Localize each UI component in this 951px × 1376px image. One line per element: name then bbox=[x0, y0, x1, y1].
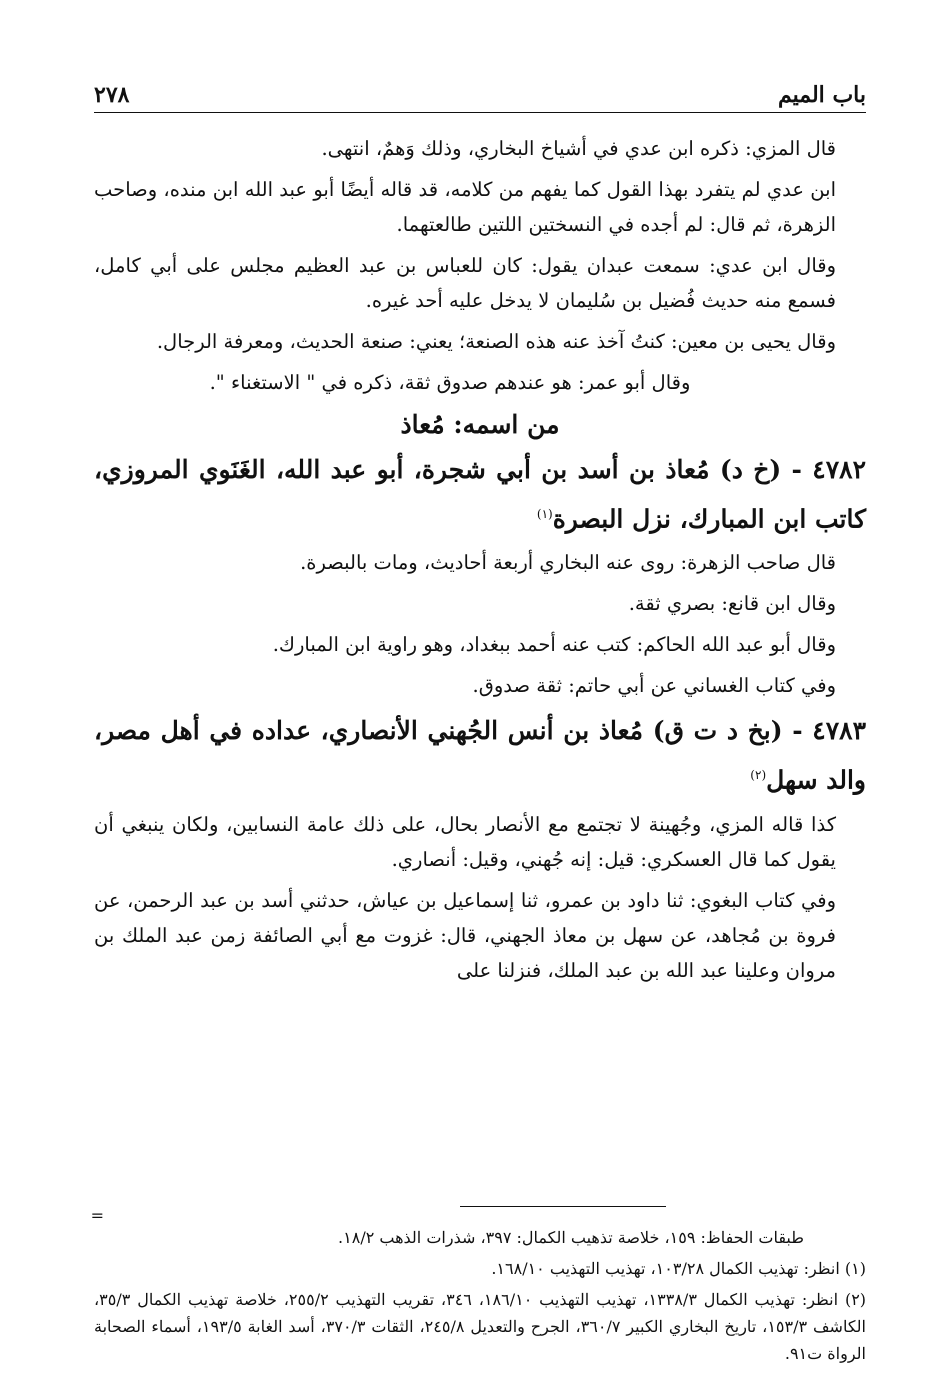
paragraph: قال صاحب الزهرة: روى عنه البخاري أربعة أحاديث، ومات بالبصرة. bbox=[300, 551, 836, 575]
name-section-heading: من اسمه: مُعاذ bbox=[400, 410, 560, 439]
footnote-separator bbox=[460, 1206, 666, 1207]
footnote-ref: (٢) bbox=[750, 768, 767, 783]
footnotes bbox=[94, 1224, 866, 1371]
paragraph: وفي كتاب الغساني عن أبي حاتم: ثقة صدوق. bbox=[472, 674, 836, 698]
entry-heading-4783 bbox=[94, 709, 866, 802]
paragraph: وفي كتاب البغوي: ثنا داود بن عمرو، ثنا إسماعيل بن عياش، حدثني أسد بن عبد الرحمن، عن فروة بن مُجاهد، عن سهل بن معاذ الجهني، قال: غزوت مع أبي الصائفة زمن عبد الملك بن مروان وعلينا عبد الله بن عبد الملك، فنزلنا على bbox=[94, 888, 836, 982]
section-title: باب الميم bbox=[777, 82, 866, 108]
main-text bbox=[94, 131, 866, 988]
footnote-1: (١) انظر: تهذيب الكمال ١٠٣/٢٨، تهذيب التهذيب ١٦٨/١٠. bbox=[491, 1259, 866, 1278]
paragraph: وقال أبو عبد الله الحاكم: كتب عنه أحمد ببغداد، وهو راوية ابن المبارك. bbox=[272, 633, 836, 657]
page-number: ٢٧٨ bbox=[94, 82, 130, 108]
footnote-continuation-marker: = bbox=[90, 1206, 104, 1225]
footnote-continued: طبقات الحفاظ: ١٥٩، خلاصة تذهيب الكمال: ٣٩٧، شذرات الذهب ١٨/٢. bbox=[338, 1228, 804, 1247]
paragraph: كذا قاله المزي، وجُهينة لا تجتمع مع الأنصار بحال، على ذلك عامة النسابين، ولكان ينبغي أن يقول كما قال العسكري: قيل: إنه جُهني، وقيل: أنصاري. bbox=[94, 812, 836, 871]
footnote-ref: (١) bbox=[536, 507, 553, 521]
entry-heading-4782 bbox=[94, 448, 866, 541]
entry-title: ٤٧٨٢ - (خ د) مُعاذ بن أسد بن أبي شجرة، أبو عبد الله، الغَنَوي المروزي، كاتب ابن المبارك، نزل البصرة bbox=[94, 455, 866, 534]
paragraph: وقال يحيى بن معين: كنتُ آخذ عنه هذه الصنعة؛ يعني: صنعة الحديث، ومعرفة الرجال. bbox=[156, 330, 836, 353]
paragraph: وقال ابن عدي: سمعت عبدان يقول: كان للعباس بن عبد العظيم مجلس على أبي كامل، فسمع منه حديث فُضيل بن سُليمان لا يدخل عليه أحد غيره. bbox=[94, 254, 836, 312]
book-page bbox=[90, 74, 867, 1363]
entry-title: ٤٧٨٣ - (بخ د ت ق) مُعاذ بن أنس الجُهني الأنصاري، عداده في أهل مصر، والد سهل bbox=[94, 716, 866, 795]
paragraph: ابن عدي لم يتفرد بهذا القول كما يفهم من كلامه، قد قاله أيضًا أبو عبد الله ابن منده، وصاحب الزهرة، ثم قال: لم أجده في النسختين اللتين طالعتهما. bbox=[94, 178, 836, 236]
footnote-2: (٢) انظر: تهذيب الكمال ١٣٣٨/٣، تهذيب التهذيب ١٨٦/١٠، ٣٤٦، تقريب التهذيب ٢٥٥/٢، خلاصة تهذيب الكمال ٣٥/٣، الكاشف ١٥٣/٣، تاريخ البخاري الكبير ٣٦٠/٧، الجرح والتعديل ٢٤٥/٨، الثقات ٣٧٠/٣، أسد الغابة ١٩٣/٥، أسماء الصحابة الرواة ت٩١. bbox=[94, 1290, 867, 1363]
paragraph: قال المزي: ذكره ابن عدي في أشياخ البخاري، وذلك وَهمٌ، انتهى. bbox=[321, 137, 836, 160]
paragraph: وقال أبو عمر: هو عندهم صدوق ثقة، ذكره في " الاستغناء ". bbox=[209, 371, 691, 394]
running-header bbox=[94, 74, 866, 113]
paragraph: وقال ابن قانع: بصري ثقة. bbox=[628, 592, 836, 616]
